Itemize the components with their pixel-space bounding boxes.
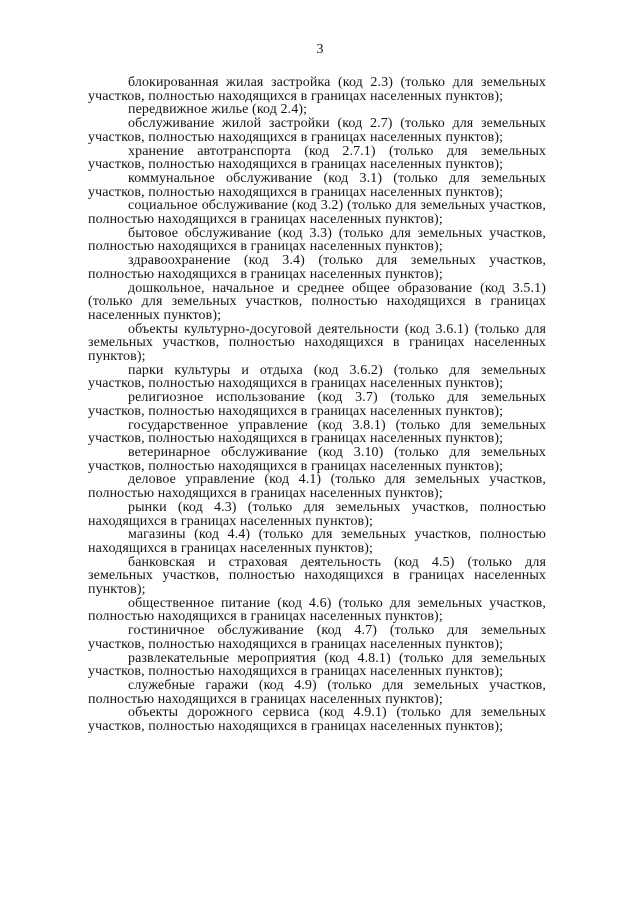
- list-item-paragraph: служебные гаражи (код 4.9) (только для земельных участков, полностью находящихся в границах населенных пунктов);: [88, 677, 546, 707]
- list-item-paragraph: государственное управление (код 3.8.1) (только для земельных участков, полностью находящихся в границах населенных пунктов);: [88, 417, 546, 447]
- list-item-paragraph: развлекательные мероприятия (код 4.8.1) (только для земельных участков, полностью находящихся в границах населенных пунктов);: [88, 650, 546, 680]
- list-item-paragraph: рынки (код 4.3) (только для земельных участков, полностью находящихся в границах населенных пунктов);: [88, 499, 546, 529]
- document-body: [88, 76, 546, 734]
- list-item-paragraph: блокированная жилая застройка (код 2.3) (только для земельных участков, полностью находящихся в границах населенных пунктов);: [88, 75, 546, 104]
- list-item-paragraph: гостиничное обслуживание (код 4.7) (только для земельных участков, полностью находящихся в границах населенных пунктов);: [88, 623, 546, 652]
- list-item-paragraph: обслуживание жилой застройки (код 2.7) (только для земельных участков, полностью находящихся в границах населенных пунктов);: [88, 116, 546, 145]
- list-item-paragraph: общественное питание (код 4.6) (только для земельных участков, полностью находящихся в границах населенных пунктов);: [88, 595, 546, 625]
- list-item-paragraph: магазины (код 4.4) (только для земельных участков, полностью находящихся в границах населенных пунктов);: [88, 527, 546, 556]
- list-item-paragraph: парки культуры и отдыха (код 3.6.2) (только для земельных участков, полностью находящихся в границах населенных пунктов);: [88, 362, 546, 392]
- list-item-paragraph: коммунальное обслуживание (код 3.1) (только для земельных участков, полностью находящихся в границах населенных пунктов);: [88, 170, 546, 200]
- list-item-paragraph: бытовое обслуживание (код 3.3) (только для земельных участков, полностью находящихся в границах населенных пунктов);: [88, 225, 546, 255]
- list-item-paragraph: объекты культурно-досуговой деятельности (код 3.6.1) (только для земельных участков, полностью находящихся в границах населенных пунктов);: [88, 321, 546, 365]
- list-item-paragraph: банковская и страховая деятельность (код 4.5) (только для земельных участков, полностью находящихся в границах населенных пунктов);: [88, 554, 546, 598]
- list-item-paragraph: ветеринарное обслуживание (код 3.10) (только для земельных участков, полностью находящихся в границах населенных пунктов);: [88, 444, 546, 474]
- list-item-paragraph: дошкольное, начальное и среднее общее образование (код 3.5.1) (только для земельных участков, полностью находящихся в границах населенных пунктов);: [88, 280, 546, 323]
- page-number: 3: [316, 42, 324, 57]
- list-item-paragraph: здравоохранение (код 3.4) (только для земельных участков, полностью находящихся в границах населенных пунктов);: [88, 253, 546, 282]
- list-item-paragraph: социальное обслуживание (код 3.2) (только для земельных участков, полностью находящихся в границах населенных пунктов);: [88, 198, 546, 228]
- list-item-paragraph: хранение автотранспорта (код 2.7.1) (только для земельных участков, полностью находящихся в границах населенных пунктов);: [88, 143, 546, 173]
- list-item-paragraph: передвижное жилье (код 2.4);: [128, 102, 308, 118]
- list-item-paragraph: деловое управление (код 4.1) (только для земельных участков, полностью находящихся в границах населенных пунктов);: [88, 472, 546, 502]
- list-item-paragraph: объекты дорожного сервиса (код 4.9.1) (только для земельных участков, полностью находящихся в границах населенных пунктов);: [88, 705, 546, 735]
- list-item-paragraph: религиозное использование (код 3.7) (только для земельных участков, полностью находящихся в границах населенных пунктов);: [88, 390, 546, 419]
